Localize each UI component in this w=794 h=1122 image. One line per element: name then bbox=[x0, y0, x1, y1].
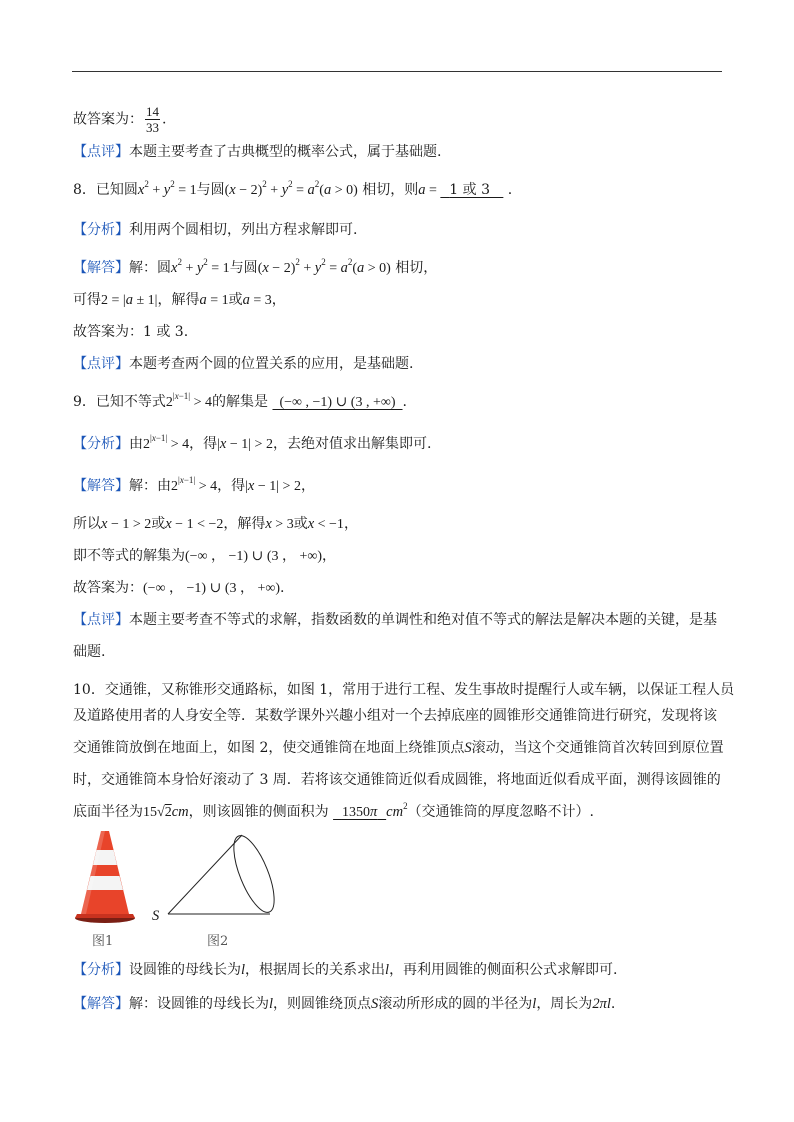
p9-solution-line2: 所以x − 1 > 2或x − 1 < −2，解得x > 3或x < −1， bbox=[73, 516, 358, 532]
p10-line3: 交通锥筒放倒在地面上，如图 2，使交通锥筒在地面上绕锥顶点S滚动，当这个交通锥筒首次转回到原位置 bbox=[73, 740, 724, 756]
p9-comment: 【点评】本题主要考查不等式的求解，指数函数的单调性和绝对值不等式的解法是解决本题的关键，是基 bbox=[73, 612, 717, 628]
p7-answer: 故答案为： $\frac{14}{33}$ . bbox=[73, 104, 167, 135]
p8-solution-line2: 可得2 = |a ± 1|，解得a = 1或a = 3， bbox=[73, 292, 286, 308]
fig2-vertex-label: S bbox=[152, 908, 160, 924]
p10-line5: 底面半径为15√2cm，则该圆锥的侧面积为 1350π $cm^2$（交通锥筒的厚度忽略不计）. bbox=[73, 801, 595, 820]
p10-line2: 及道路使用者的人身安全等．某数学课外兴趣小组对一个去掉底座的圆锥形交通锥筒进行研究，发现将该 bbox=[73, 708, 717, 724]
p8-question: 8．已知圆$x^2 + y^2 = 1$与圆$(x - 2)^2 + y^2 = a^2(a > 0)$ 相切，则a = 1 或 3 . bbox=[73, 179, 513, 198]
p9-solution: 【解答】解：由$2^{|x-1|} > 4$，得|x − 1| > 2， bbox=[73, 475, 315, 494]
p8-solution: 【解答】解：圆$x^2 + y^2 = 1$与圆$(x - 2)^2 + y^2 = a^2(a > 0)$ 相切， bbox=[73, 257, 438, 276]
p9-answer-line: 故答案为：(−∞ ， −1) ∪ (3 ， +∞). bbox=[73, 580, 285, 596]
p8-answer: 1 或 3 bbox=[449, 182, 490, 198]
p8-comment: 【点评】本题考查两个圆的位置关系的应用，是基础题. bbox=[73, 356, 414, 372]
p10-line4: 时，交通锥筒本身恰好滚动了 3 周．若将该交通锥筒近似看成圆锥，将地面近似看成平面，测得该圆锥的 bbox=[73, 772, 721, 788]
p8-answer-line: 故答案为：1 或 3. bbox=[73, 324, 189, 340]
p10-line1: 10．交通锥，又称锥形交通路标，如图 1，常用于进行工程、发生事故时提醒行人或车辆，以保证工程人员 bbox=[73, 682, 735, 698]
p9-comment-line2: 础题. bbox=[73, 644, 106, 660]
p9-solution-line3: 即不等式的解集为(−∞ ， −1) ∪ (3 ， +∞)， bbox=[73, 548, 337, 564]
fig1-caption: 图1 bbox=[92, 934, 114, 949]
p10-solution: 【解答】解：设圆锥的母线长为l，则圆锥绕顶点S滚动所形成的圆的半径为l，周长为2πl. bbox=[73, 996, 616, 1012]
p8-analysis: 【分析】利用两个圆相切，列出方程求解即可. bbox=[73, 222, 358, 238]
traffic-cone-figure bbox=[74, 828, 136, 924]
header-rule bbox=[72, 71, 722, 72]
p9-question: 9．已知不等式$2^{|x-1|} > 4$的解集是 (−∞ , −1) ∪ (3 , +∞) . bbox=[73, 391, 407, 410]
cone-diagram-figure bbox=[150, 830, 280, 925]
p10-analysis: 【分析】设圆锥的母线长为l，根据周长的关系求出l，再利用圆锥的侧面积公式求解即可. bbox=[73, 962, 618, 978]
p7-comment: 【点评】本题主要考查了古典概型的概率公式，属于基础题. bbox=[73, 144, 442, 160]
fraction: $\frac{14}{33}$ bbox=[146, 104, 159, 135]
fig2-caption: 图2 bbox=[207, 934, 229, 949]
p9-analysis: 【分析】由$2^{|x-1|} > 4$，得|x − 1| > 2，去绝对值求出解集即可. bbox=[73, 433, 432, 452]
